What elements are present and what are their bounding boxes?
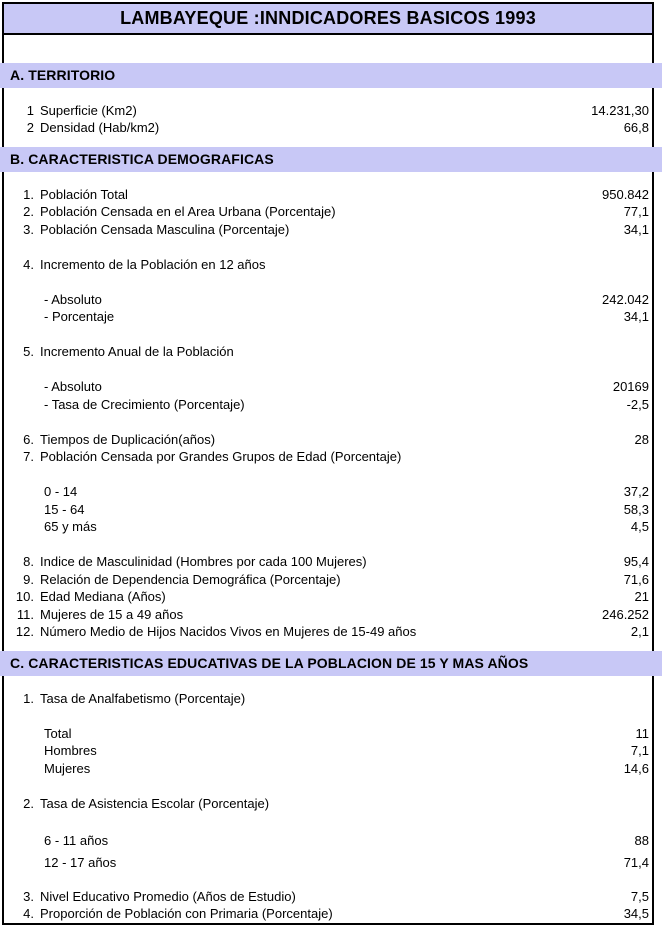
item-number: [4, 396, 34, 414]
indicator-row: [4, 623, 652, 641]
item-number: [4, 742, 34, 760]
spacer-row: [4, 874, 652, 888]
item-value: 2,1: [630, 624, 649, 639]
item-number: 4.: [23, 256, 34, 272]
item-value: 20169: [612, 379, 649, 394]
rows-container: [4, 35, 652, 923]
spacer-row: [4, 273, 652, 291]
item-label: 6 - 11 años: [44, 832, 109, 848]
spacer-row: [4, 326, 652, 344]
item-value: 28: [634, 431, 649, 447]
item-number: [4, 308, 34, 326]
section-header-row: [0, 63, 662, 88]
indicator-row: [4, 483, 652, 501]
table-border-box: [2, 2, 654, 925]
indicator-row: [4, 606, 652, 624]
item-label: 0 - 14: [44, 484, 78, 499]
indicator-row: [4, 186, 652, 204]
indicator-row: [4, 795, 652, 813]
item-value: 4,5: [630, 519, 649, 534]
item-number: 12.: [15, 624, 34, 639]
item-label: 65 y más: [44, 519, 97, 534]
report-title-bar: [4, 4, 652, 35]
indicator-row: [4, 431, 652, 449]
item-number: [4, 830, 34, 852]
item-number: 9.: [23, 571, 34, 587]
item-value: 11: [635, 725, 649, 741]
item-label: 15 - 64: [44, 501, 85, 517]
indicator-row: [4, 760, 652, 778]
indicator-row: [4, 852, 652, 874]
item-label: Incremento Anual de la Población: [40, 344, 234, 359]
indicator-row: [4, 888, 652, 906]
item-label: - Porcentaje: [44, 309, 115, 324]
item-number: 1.: [23, 690, 34, 706]
item-label: Población Censada en el Area Urbana (Porcentaje): [40, 204, 336, 219]
indicator-row: [4, 343, 652, 361]
item-number: [4, 291, 34, 309]
item-value: 88: [634, 832, 649, 848]
item-value: 21: [634, 589, 649, 604]
item-label: Nivel Educativo Promedio (Años de Estudio): [40, 888, 296, 904]
spacer-row: [4, 777, 652, 795]
item-number: 10.: [15, 589, 34, 604]
item-number: [4, 378, 34, 396]
indicator-row: [4, 256, 652, 274]
indicator-row: [4, 571, 652, 589]
item-number: 3.: [23, 888, 34, 904]
item-number: 2.: [23, 204, 34, 219]
item-number: [4, 518, 34, 536]
item-number: [4, 852, 34, 874]
item-label: Densidad (Hab/km2): [40, 120, 160, 135]
indicator-row: [4, 396, 652, 414]
item-number: 7.: [23, 449, 34, 464]
page-title: LAMBAYEQUE :INNDICADORES BASICOS 1993: [120, 8, 536, 28]
item-label: Edad Mediana (Años): [40, 589, 166, 604]
item-value: -2,5: [626, 396, 649, 412]
item-number: 4.: [23, 906, 34, 921]
item-number: 2: [26, 120, 34, 135]
item-label: Hombres: [44, 743, 97, 758]
spacer-row: [4, 361, 652, 379]
item-number: [4, 483, 34, 501]
item-number: 11.: [16, 606, 34, 622]
item-label: Proporción de Población con Primaria (Porcentaje): [40, 906, 333, 921]
item-number: 3.: [23, 221, 34, 237]
indicator-row: [4, 830, 652, 852]
spacer-row: [4, 536, 652, 554]
indicator-row: [4, 291, 652, 309]
item-label: Tasa de Analfabetismo (Porcentaje): [40, 690, 246, 706]
item-label: Indice de Masculinidad (Hombres por cada 100 Mujeres): [40, 554, 367, 569]
item-number: 1: [26, 102, 34, 118]
indicator-row: [4, 690, 652, 708]
item-label: Relación de Dependencia Demográfica (Porcentaje): [40, 571, 341, 587]
item-label: - Tasa de Crecimiento (Porcentaje): [44, 396, 245, 412]
item-number: 5.: [23, 344, 34, 359]
item-value: 14,6: [623, 760, 649, 776]
item-value: 37,2: [623, 484, 649, 499]
item-label: Población Censada por Grandes Grupos de Edad (Porcentaje): [40, 449, 402, 464]
indicator-row: [4, 308, 652, 326]
spacer-row: [4, 466, 652, 484]
indicator-row: [4, 905, 652, 923]
indicator-row: [4, 742, 652, 760]
item-label: Total: [44, 725, 72, 741]
section-title: C. CARACTERISTICAS EDUCATIVAS DE LA POBLACION DE 15 Y MAS AÑOS: [10, 654, 529, 671]
item-value: 950.842: [602, 186, 649, 202]
item-value: 34,1: [623, 309, 649, 324]
indicator-row: [4, 518, 652, 536]
spacer-row: [4, 238, 652, 256]
item-value: 58,3: [623, 501, 649, 517]
item-number: 6.: [23, 431, 34, 447]
item-value: 66,8: [623, 120, 649, 135]
item-value: 34,1: [623, 221, 649, 237]
section-title: B. CARACTERISTICA DEMOGRAFICAS: [10, 150, 274, 167]
item-value: 34,5: [623, 906, 649, 921]
item-value: 77,1: [623, 204, 649, 219]
item-value: 71,4: [623, 854, 649, 870]
indicator-row: [4, 725, 652, 743]
indicator-row: [4, 448, 652, 466]
item-label: - Absoluto: [44, 291, 102, 307]
item-label: Mujeres: [44, 760, 91, 776]
item-number: 8.: [23, 554, 34, 569]
indicator-row: [4, 553, 652, 571]
item-value: 246.252: [602, 606, 649, 622]
indicator-row: [4, 102, 652, 120]
item-value: 14.231,30: [591, 102, 649, 118]
item-label: Población Total: [40, 186, 128, 202]
spacer-row: [4, 413, 652, 431]
spacer-row: [4, 707, 652, 725]
item-label: Mujeres de 15 a 49 años: [40, 606, 184, 622]
item-label: Tasa de Asistencia Escolar (Porcentaje): [40, 795, 270, 811]
indicator-row: [4, 378, 652, 396]
item-number: 1.: [23, 186, 34, 202]
item-number: 2.: [23, 795, 34, 811]
section-header-row: [0, 147, 662, 172]
item-label: - Absoluto: [44, 379, 102, 394]
item-label: 12 - 17 años: [44, 854, 117, 870]
item-value: 7,5: [630, 888, 649, 904]
indicator-row: [4, 501, 652, 519]
item-label: Número Medio de Hijos Nacidos Vivos en Mujeres de 15-49 años: [40, 624, 417, 639]
spacer-row: [4, 35, 652, 53]
item-label: Población Censada Masculina (Porcentaje): [40, 221, 290, 237]
item-value: 95,4: [623, 554, 649, 569]
item-label: Tiempos de Duplicación(años): [40, 431, 216, 447]
item-number: [4, 725, 34, 743]
section-title: A. TERRITORIO: [10, 66, 116, 83]
item-label: Incremento de la Población en 12 años: [40, 256, 266, 272]
spacer-row: [4, 812, 652, 830]
item-number: [4, 760, 34, 778]
item-value: 71,6: [623, 571, 649, 587]
section-header-row: [0, 651, 662, 676]
item-value: 7,1: [630, 743, 649, 758]
item-value: 242.042: [602, 291, 649, 307]
item-label: Superficie (Km2): [40, 102, 137, 118]
item-number: [4, 501, 34, 519]
indicator-row: [4, 221, 652, 239]
indicator-row: [4, 588, 652, 606]
indicator-row: [4, 119, 652, 137]
indicator-row: [4, 203, 652, 221]
